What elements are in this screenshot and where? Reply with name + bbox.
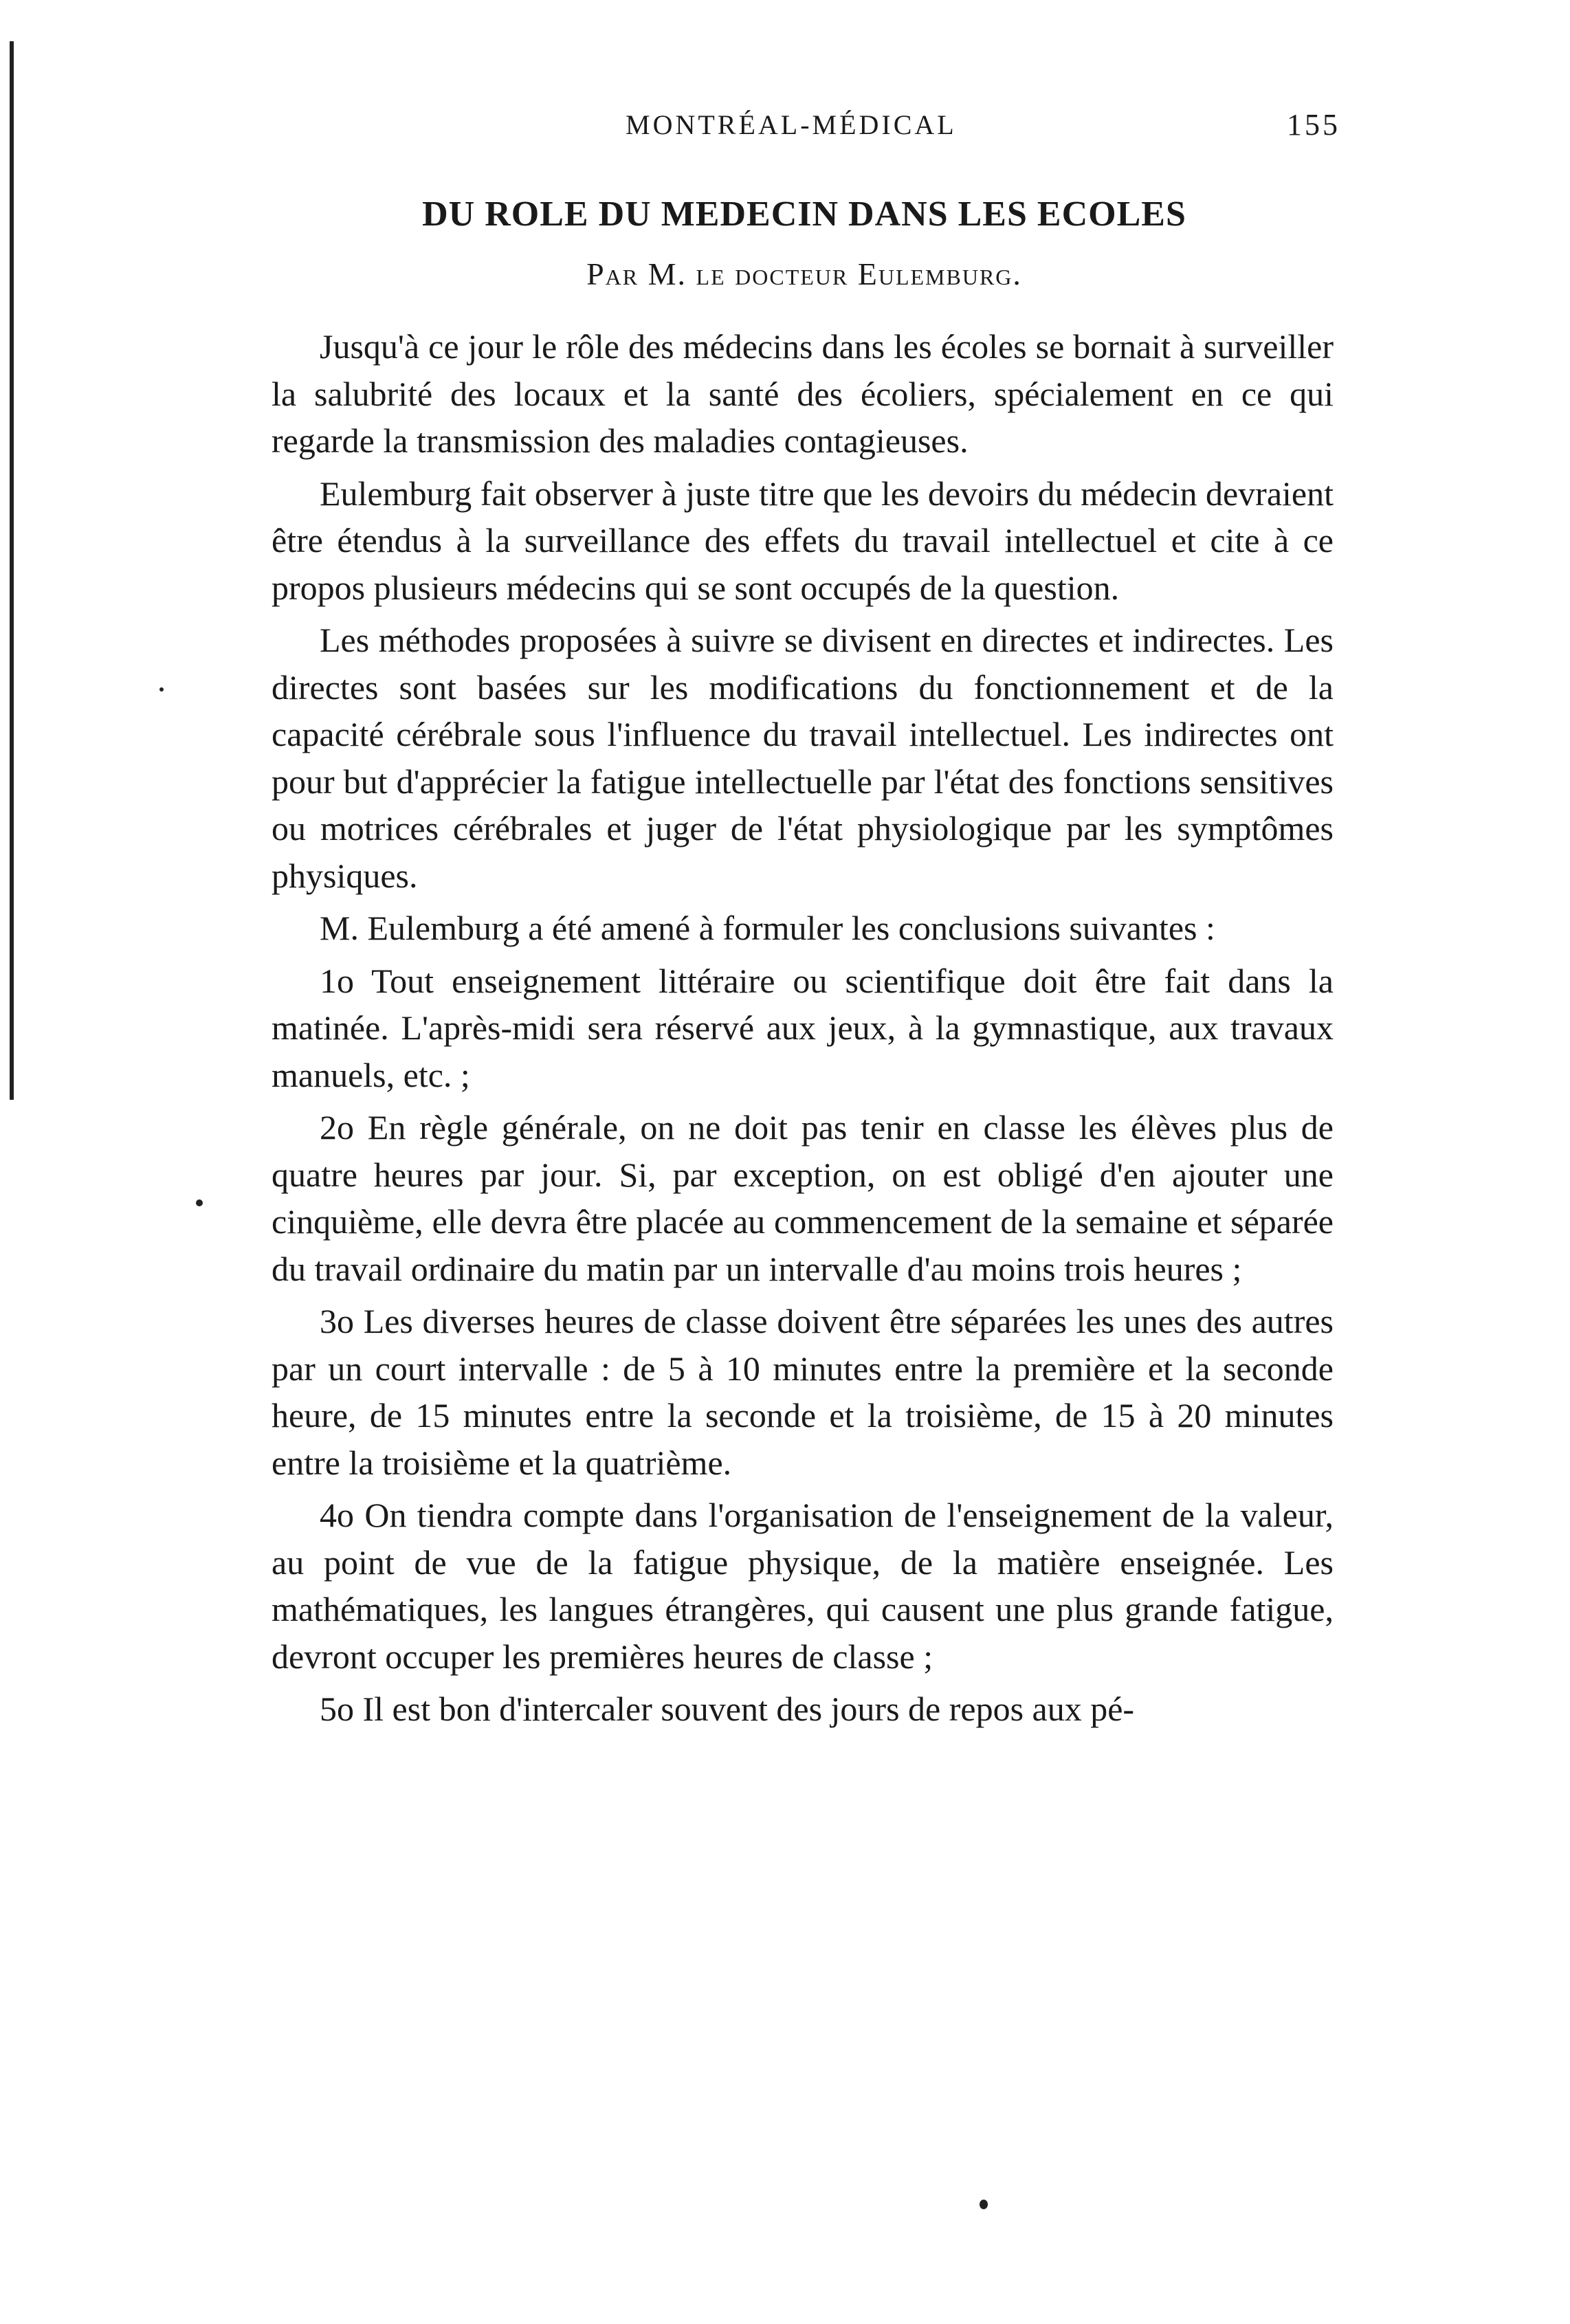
running-title: MONTRÉAL-MÉDICAL <box>626 109 957 140</box>
paragraph: 2o En règle générale, on ne doit pas tenir en classe les élèves plus de quatre heures par jour. Si, par exception, on est obligé d'en ajouter une cinquième, elle devra être placée au commencement de la semaine et séparée du travail ordinaire du matin par un intervalle d'au moins trois heures ; <box>272 1108 1334 1288</box>
paragraph: Les méthodes proposées à suivre se divisent en directes et indirectes. Les directes sont basées sur les modifications du fonctionnement et de la capacité cérébrale sous l'influence du travail intellectuel. Les indirectes ont pour but d'apprécier la fatigue intellectuelle par l'état des fonctions sensitives ou motrices cérébrales et juger de l'état physiologique par les symptômes physiques. <box>272 621 1334 895</box>
scan-speck <box>196 1199 203 1206</box>
paragraph: 1o Tout enseignement littéraire ou scientifique doit être fait dans la matinée. L'après-midi sera réservé aux jeux, à la gymnastique, aux travaux manuels, etc. ; <box>272 961 1334 1094</box>
scan-speck <box>980 2200 988 2209</box>
paragraph: Eulemburg fait observer à juste titre que les devoirs du médecin devraient être étendus à la surveillance des effets du travail intellectuel et cite à ce propos plusieurs médecins qui se sont occupés de la question. <box>272 474 1334 607</box>
paragraph: 5o Il est bon d'intercaler souvent des jours de repos aux pé- <box>320 1690 1135 1728</box>
paragraph: 4o On tiendra compte dans l'organisation de l'enseignement de la valeur, au point de vue de la fatigue physique, de la matière enseignée. Les mathématiques, les langues étrangères, qui causent une plus grande fatigue, devront occuper les premières heures de classe ; <box>272 1496 1334 1676</box>
article-byline: Par M. le docteur Eulemburg. <box>586 256 1022 291</box>
paragraph: M. Eulemburg a été amené à formuler les conclusions suivantes : <box>320 909 1215 947</box>
page-number: 155 <box>1287 108 1340 142</box>
article-title: DU ROLE DU MEDECIN DANS LES ECOLES <box>422 195 1186 234</box>
article-body <box>272 323 1334 1738</box>
scan-speck <box>159 687 164 691</box>
running-header <box>268 103 1340 144</box>
page-edge-rule <box>10 41 14 1100</box>
paragraph: 3o Les diverses heures de classe doivent être séparées les unes des autres par un court intervalle : de 5 à 10 minutes entre la première et la seconde heure, de 15 minutes entre la seconde et la troisième, de 15 à 20 minutes entre la troisième et la quatrième. <box>272 1302 1334 1482</box>
paragraph: Jusqu'à ce jour le rôle des médecins dans les écoles se bornait à surveiller la salubrité des locaux et la santé des écoliers, spécialement en ce qui regarde la transmission des maladies contagieuses. <box>272 327 1334 460</box>
